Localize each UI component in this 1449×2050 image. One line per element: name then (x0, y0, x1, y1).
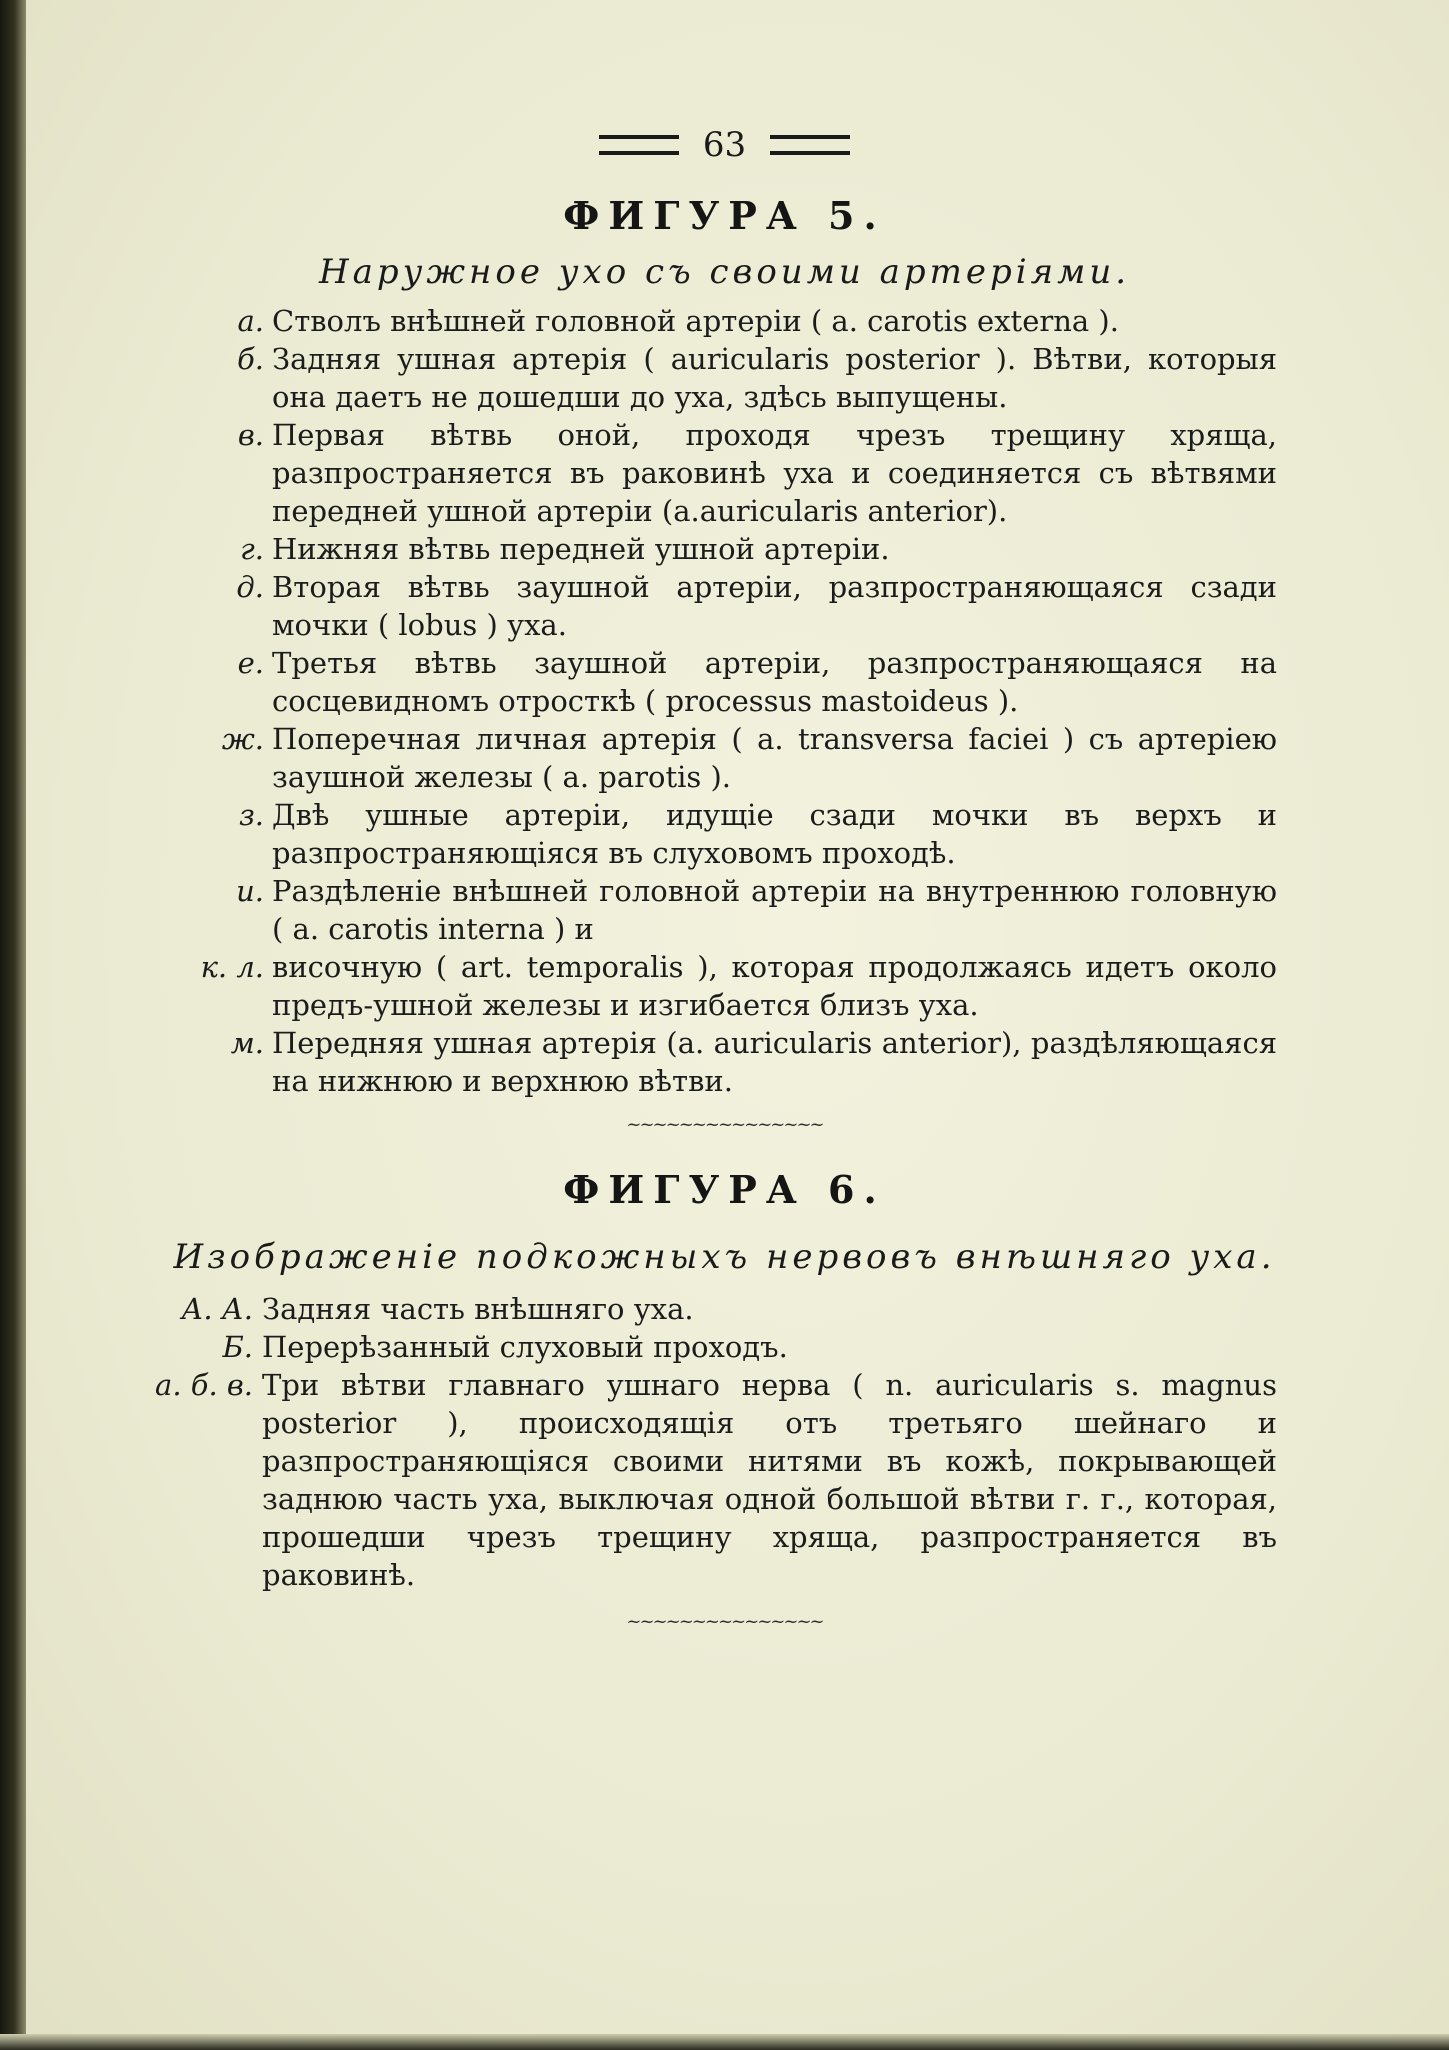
figure5-entry (0, 416, 1449, 530)
figure5-entry (0, 644, 1449, 720)
figure5-entry (0, 302, 1449, 340)
entry-text: Перерѣзанный слуховый проходъ. (262, 1330, 788, 1364)
entry-label: а. (237, 304, 264, 338)
entry-text: Задняя часть внѣшняго уха. (262, 1292, 694, 1326)
entry-label: в. (237, 418, 264, 452)
entry-label: г. (240, 532, 264, 566)
entry-label: к. л. (200, 950, 264, 984)
entry-label: ж. (221, 722, 264, 756)
figure5-entry (0, 872, 1449, 948)
entry-text: Стволъ внѣшней головной артеріи ( a. carotis externa ). (272, 304, 1119, 338)
figure5-entry (0, 720, 1449, 796)
figure6-entries (0, 1290, 1449, 1594)
figure5-entry (0, 1024, 1449, 1100)
entry-text: Раздѣленіе внѣшней головной артеріи на внутреннюю головную ( a. carotis interna ) и (272, 874, 1277, 946)
entry-label: з. (238, 798, 264, 832)
figure6-entry (0, 1328, 1449, 1366)
section-ornament: ~~~~~~~~~~~~~~~ (626, 1114, 823, 1135)
figure5-entry (0, 796, 1449, 872)
entry-label: е. (237, 646, 264, 680)
end-ornament: ~~~~~~~~~~~~~~~ (626, 1611, 823, 1632)
entry-text: Вторая вѣтвь заушной артеріи, разпространяющаяся сзади мочки ( lobus ) уха. (272, 570, 1277, 642)
header-rule-left (599, 135, 679, 155)
entry-text: Третья вѣтвь заушной артеріи, разпространяющаяся на сосцевидномъ отросткѣ ( processus mastoideus ). (272, 646, 1277, 718)
entry-text: Нижняя вѣтвь передней ушной артеріи. (272, 532, 890, 566)
entry-label: д. (236, 570, 264, 604)
figure5-entry (0, 568, 1449, 644)
header-rule-right (770, 135, 850, 155)
entry-text: височную ( art. temporalis ), которая продолжаясь идетъ около предъ-ушной железы и изгибается близъ уха. (272, 950, 1277, 1022)
entry-label: Б. (222, 1330, 253, 1364)
entry-label: А. А. (181, 1292, 253, 1326)
figure6-subtitle: Изображеніе подкожныхъ нервовъ внѣшняго уха. (173, 1237, 1276, 1277)
figure5-title: ФИГУРА 5. (563, 193, 886, 238)
figure6-title: ФИГУРА 6. (563, 1167, 886, 1212)
entry-label: и. (236, 874, 264, 908)
entry-label: а. б. в. (155, 1368, 253, 1402)
figure5-entry (0, 340, 1449, 416)
entry-label: б. (237, 342, 264, 376)
entry-text: Поперечная личная артерія ( a. transversa faciei ) съ артеріею заушной железы ( a. parotis ). (272, 722, 1277, 794)
figure5-entry (0, 530, 1449, 568)
page-bottom-edge (0, 2034, 1449, 2050)
entry-text: Первая вѣтвь оной, проходя чрезъ трещину хряща, разпространяется въ раковинѣ уха и соединяется съ вѣтвями передней ушной артеріи (a.auricularis anterior). (272, 418, 1277, 528)
entry-text: Передняя ушная артерія (a. auricularis anterior), раздѣляющаяся на нижнюю и верхнюю вѣтви. (272, 1026, 1277, 1098)
figure6-entry (0, 1290, 1449, 1328)
page-number: 63 (702, 125, 747, 165)
figure5-entries (0, 302, 1449, 1100)
entry-text: Двѣ ушные артеріи, идущіе сзади мочки въ верхъ и разпространяющіяся въ слуховомъ проходѣ. (272, 798, 1277, 870)
figure6-entry (0, 1366, 1449, 1594)
entry-text: Три вѣтви главнаго ушнаго нерва ( n. auricularis s. magnus posterior ), происходящія отъ третьяго шейнаго и разпространяющіяся своими нитями въ кожѣ, покрывающей заднюю часть уха, выключая одной большой вѣтви г. г., которая, прошедши чрезъ трещину хряща, разпространяется въ раковинѣ. (262, 1368, 1277, 1592)
page-header (0, 125, 1449, 165)
figure5-entry (0, 948, 1449, 1024)
entry-label: м. (230, 1026, 264, 1060)
figure5-subtitle: Наружное ухо съ своими артеріями. (318, 252, 1131, 292)
entry-text: Задняя ушная артерія ( auricularis posterior ). Вѣтви, которыя она даетъ не дошедши до уха, здѣсь выпущены. (272, 342, 1277, 414)
